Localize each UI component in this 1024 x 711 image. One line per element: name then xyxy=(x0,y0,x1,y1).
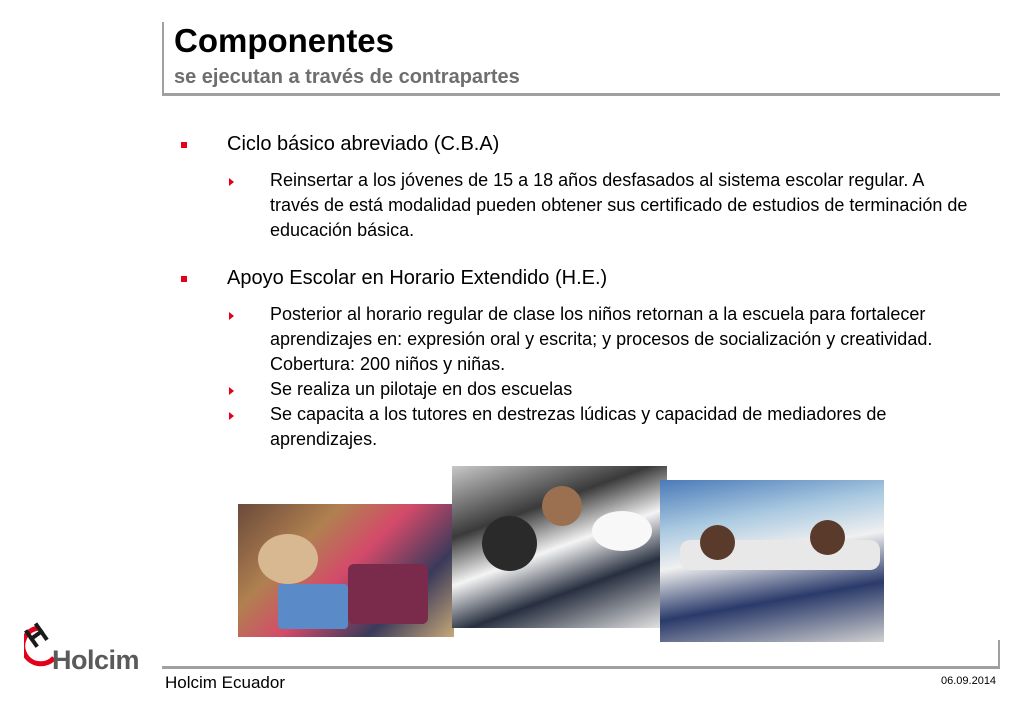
page-subtitle: se ejecutan a través de contrapartes xyxy=(174,66,520,88)
bullet-arrow-icon xyxy=(229,312,234,320)
holcim-logo-text: Holcim xyxy=(52,645,140,675)
bullet-arrow-icon xyxy=(229,412,234,420)
list-item: Se realiza un pilotaje en dos escuelas xyxy=(270,379,573,399)
footer-divider-horizontal xyxy=(162,666,1000,669)
footer-divider-vertical xyxy=(998,640,1000,668)
bullet-arrow-icon xyxy=(229,178,234,186)
photo-classroom-table xyxy=(660,480,884,642)
list-item: Reinsertar a los jóvenes de 15 a 18 años desfasados al sistema escolar regular. A través de está modalidad pueden obtener sus certificado de estudios de terminación de educación básica. xyxy=(270,170,968,240)
section-heading-cba: Ciclo básico abreviado (C.B.A) xyxy=(227,133,500,155)
photo-children-reading xyxy=(238,504,454,637)
bullet-arrow-icon xyxy=(229,387,234,395)
footer-date: 06.09.2014 xyxy=(941,675,997,687)
bullet-square-icon xyxy=(181,276,187,282)
footer-company: Holcim Ecuador xyxy=(165,673,285,692)
title-divider-horizontal xyxy=(162,93,1000,96)
section-heading-he: Apoyo Escolar en Horario Extendido (H.E.) xyxy=(227,267,608,289)
photo-teacher-with-students xyxy=(452,466,667,628)
list-item: Posterior al horario regular de clase los niños retornan a la escuela para fortalecer aprendizajes en: expresión oral y escrita; y procesos de socialización y creatividad. Cobertura: 200 niños y niñas. xyxy=(270,304,933,374)
title-divider-vertical xyxy=(162,22,164,96)
bullet-square-icon xyxy=(181,142,187,148)
page-title: Componentes xyxy=(174,22,395,59)
list-item: Se capacita a los tutores en destrezas lúdicas y capacidad de mediadores de aprendizajes. xyxy=(270,404,887,449)
